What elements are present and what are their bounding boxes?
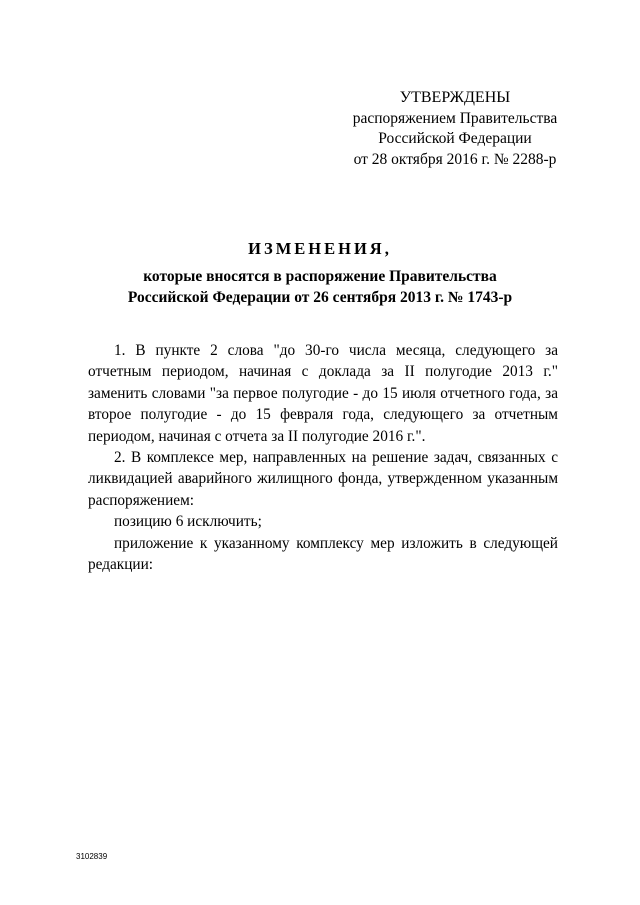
approval-line-1: распоряжением Правительства xyxy=(352,109,558,127)
approval-line-3: от 28 октября 2016 г. № 2288-р xyxy=(353,150,557,168)
document-code: 3102839 xyxy=(76,852,108,861)
heading-title: ИЗМЕНЕНИЯ, xyxy=(248,239,392,258)
approval-block xyxy=(330,88,580,170)
paragraph-1: 1. В пункте 2 слова "до 30-го числа месяца, следующего за отчетным периодом, начиная с доклада за II полугодие 2013 г." заменить словами "за первое полугодие - до 15 июля отчетного года, за второе полугодие - до 15 февраля года, следующего за отчетным периодом, начиная с отчета за II полугодие 2016 г.". xyxy=(88,342,558,445)
paragraph-2: 2. В комплексе мер, направленных на решение задач, связанных с ликвидацией аварийного жилищного фонда, утвержденном указанным распоряжением: xyxy=(88,449,558,509)
document-heading xyxy=(64,238,576,308)
heading-subtitle-line-1: которые вносятся в распоряжение Правительства xyxy=(143,268,497,285)
approval-title: УТВЕРЖДЕНЫ xyxy=(399,89,511,106)
heading-subtitle-line-2: Российской Федерации от 26 сентября 2013 г. № 1743-р xyxy=(127,289,513,306)
paragraph-3: позицию 6 исключить; xyxy=(114,513,262,531)
paragraph-4: приложение к указанному комплексу мер изложить в следующей редакции: xyxy=(88,534,558,574)
document-body xyxy=(88,340,558,575)
approval-line-2: Российской Федерации xyxy=(378,130,532,147)
